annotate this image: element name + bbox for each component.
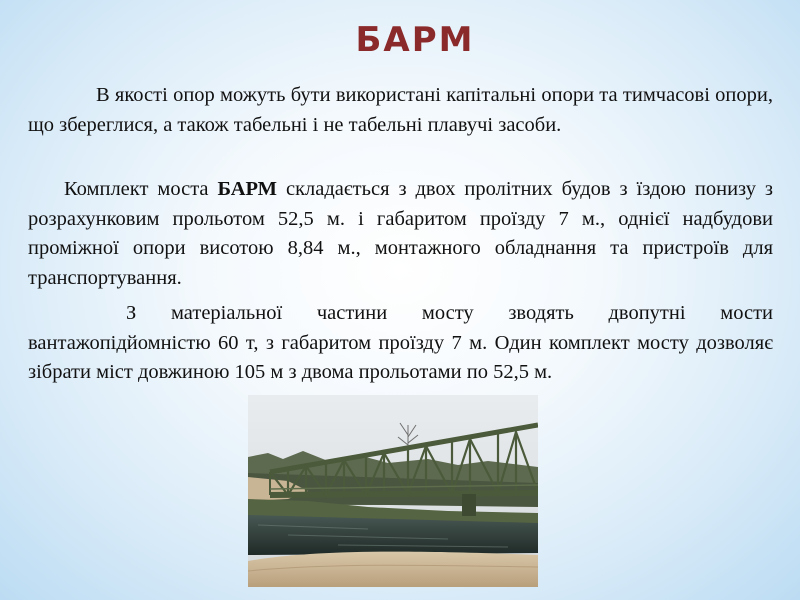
- paragraph-2-bold-term: БАРМ: [217, 178, 278, 200]
- paragraph-1-text: В якості опор можуть бути використані капітальні опори та тимчасові опори, що збереглися, а також табельні і не табельні плавучі засоби.: [28, 84, 773, 136]
- paragraph-2-text-end: складається з двох пролітних будов з їздою понизу з розрахунковим прольотом 52,5 м. і габаритом проїзду 7 м., однієї надбудови проміжної опори висотою 8,84 м., монтажного обладнання та пристроїв для транспортування.: [28, 178, 774, 289]
- paragraph-2-text-start: Комплект моста: [64, 178, 218, 200]
- bridge-photo: [248, 395, 538, 587]
- paragraph-2: [28, 175, 773, 293]
- bridge-illustration: [248, 395, 538, 587]
- paragraph-1: [28, 81, 773, 140]
- slide-title: БАРМ: [355, 20, 475, 60]
- paragraph-3: [28, 299, 773, 388]
- paragraph-3-text: З матеріальної частини мосту зводять двопутні мости вантажопідйомністю 60 т, з габаритом проїзду 7 м. Один комплект мосту дозволяє зібрати міст довжиною 105 м з двома прольотами по 52,5 м.: [28, 302, 773, 383]
